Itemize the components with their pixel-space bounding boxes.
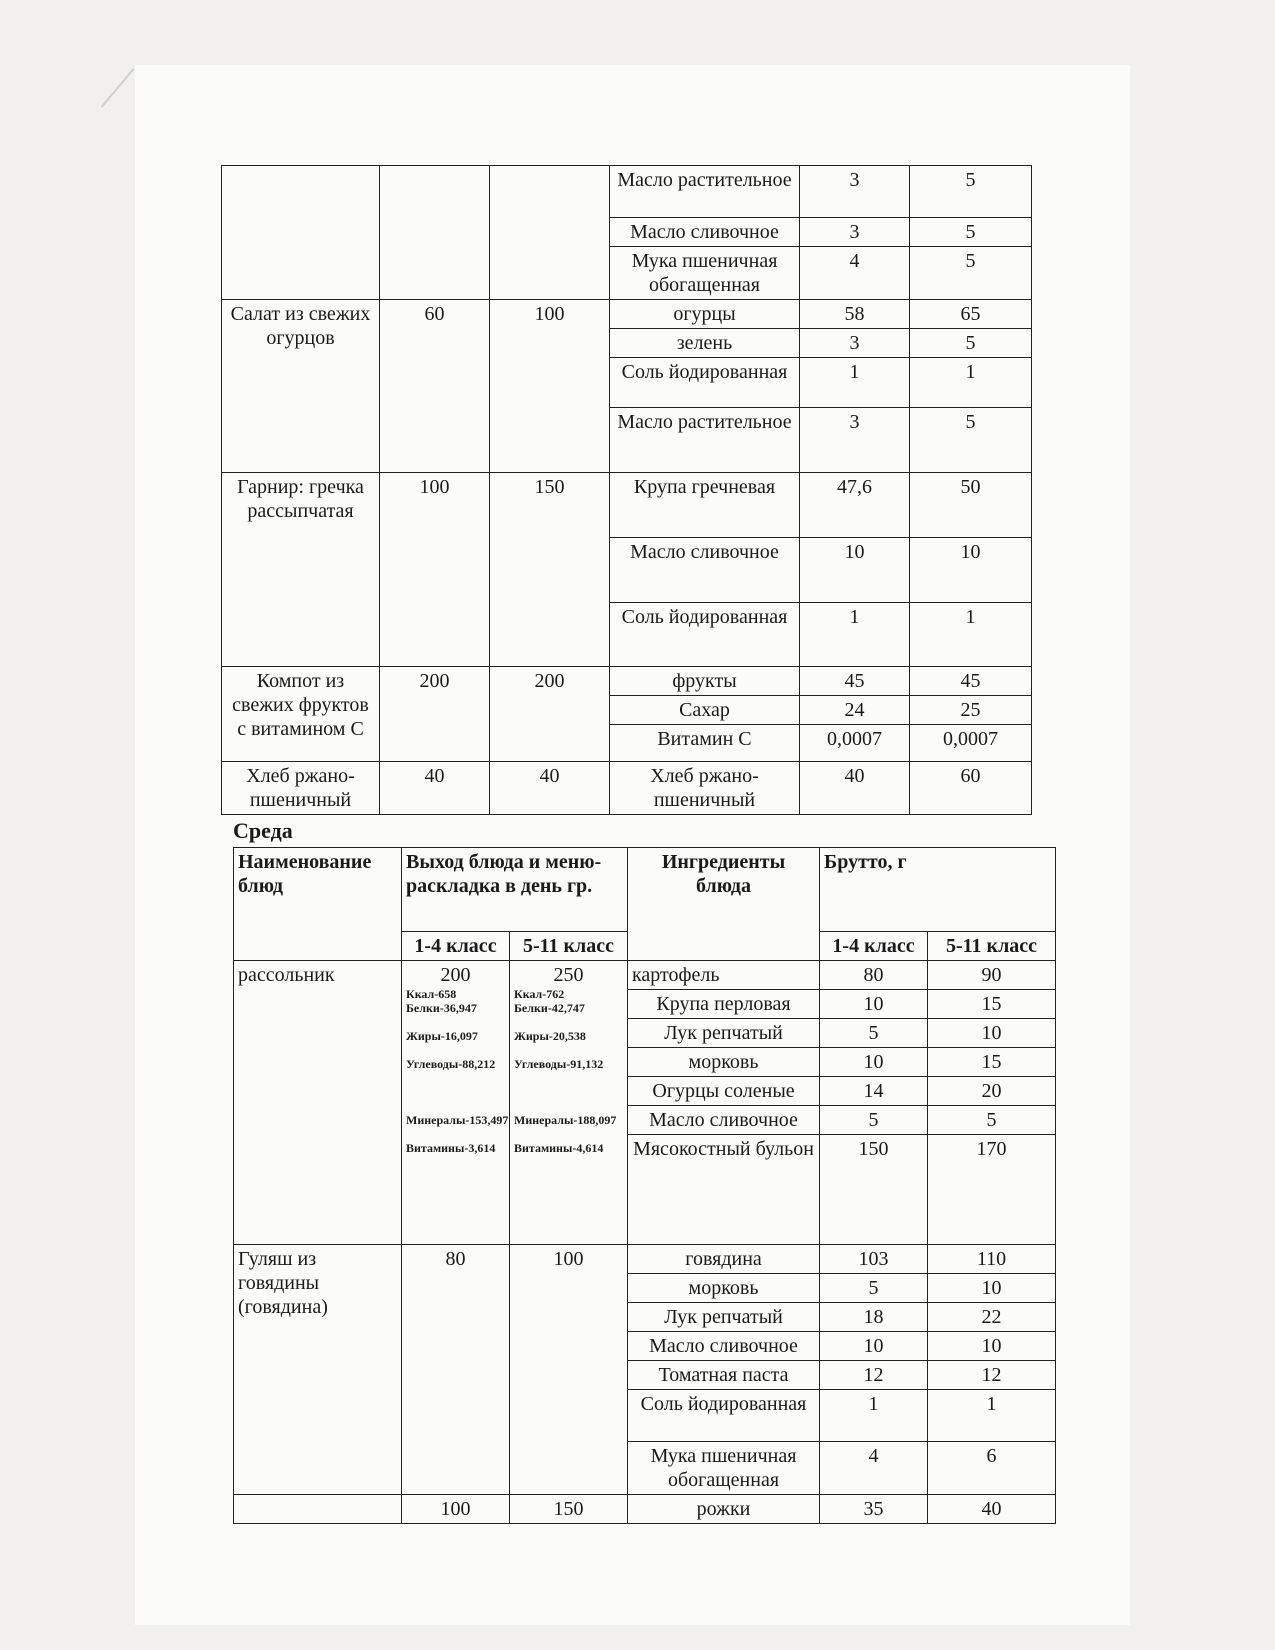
ingredient-cell: Соль йодированная xyxy=(628,1390,820,1442)
brutto-cell: 10 xyxy=(820,1048,928,1077)
output-cell: 100 xyxy=(402,1495,510,1524)
output-value: 250 xyxy=(553,964,584,986)
output-cell: 60 xyxy=(380,300,490,473)
brutto-cell: 3 xyxy=(800,218,910,247)
day-title: Среда xyxy=(233,818,293,843)
output-cell: 100 xyxy=(380,473,490,667)
dish-cell: Гарнир: гречка рассыпчатая xyxy=(222,473,380,667)
brutto-cell: 0,0007 xyxy=(800,725,910,762)
menu-table-wednesday xyxy=(233,847,1056,1524)
ingredient-cell: Хлеб ржано-пшеничный xyxy=(610,762,800,815)
brutto-cell: 15 xyxy=(928,990,1056,1019)
brutto-cell: 10 xyxy=(928,1332,1056,1361)
nutrition-carbs: Углеводы-88,212 xyxy=(406,1057,496,1071)
brutto-cell: 3 xyxy=(800,408,910,473)
ingredient-cell: Соль йодированная xyxy=(610,358,800,408)
brutto-cell: 10 xyxy=(820,990,928,1019)
brutto-cell: 60 xyxy=(910,762,1032,815)
ingredient-cell: говядина xyxy=(628,1245,820,1274)
table-row xyxy=(234,1245,1056,1274)
ingredient-cell: морковь xyxy=(628,1274,820,1303)
table-row xyxy=(234,1495,1056,1524)
dish-cell: Компот из свежих фруктов с витамином С xyxy=(222,667,380,762)
ingredient-cell: Крупа гречневая xyxy=(610,473,800,538)
ingredient-cell: огурцы xyxy=(610,300,800,329)
brutto-cell: 18 xyxy=(820,1303,928,1332)
nutrition-protein: Белки-36,947 xyxy=(406,1001,477,1015)
ingredient-cell: Сахар xyxy=(610,696,800,725)
nutrition-carbs: Углеводы-91,132 xyxy=(514,1057,604,1071)
brutto-cell: 35 xyxy=(820,1495,928,1524)
dish-cell xyxy=(234,1495,402,1524)
dish-cell xyxy=(222,166,380,300)
brutto-cell: 25 xyxy=(910,696,1032,725)
brutto-cell: 5 xyxy=(910,408,1032,473)
brutto-cell: 110 xyxy=(928,1245,1056,1274)
output-cell: 150 xyxy=(490,473,610,667)
brutto-cell: 5 xyxy=(928,1106,1056,1135)
ingredient-cell: Лук репчатый xyxy=(628,1303,820,1332)
output-cell: 200 xyxy=(380,667,490,762)
nutrition-minerals: Минералы-188,097 xyxy=(514,1113,617,1127)
ingredient-cell: Мука пшеничная обогащенная xyxy=(610,247,800,300)
brutto-cell: 0,0007 xyxy=(910,725,1032,762)
brutto-cell: 47,6 xyxy=(800,473,910,538)
brutto-cell: 45 xyxy=(910,667,1032,696)
brutto-cell: 10 xyxy=(910,538,1032,603)
brutto-cell: 10 xyxy=(800,538,910,603)
brutto-cell: 150 xyxy=(820,1135,928,1245)
output-cell: 200 xyxy=(490,667,610,762)
brutto-cell: 5 xyxy=(820,1019,928,1048)
ingredient-cell: Соль йодированная xyxy=(610,603,800,667)
brutto-cell: 22 xyxy=(928,1303,1056,1332)
table-row xyxy=(222,762,1032,815)
nutrition-kcal: Ккал-762 xyxy=(514,987,565,1001)
brutto-cell: 58 xyxy=(800,300,910,329)
brutto-cell: 1 xyxy=(910,603,1032,667)
nutrition-fat: Жиры-16,097 xyxy=(406,1029,478,1043)
ingredient-cell: Масло сливочное xyxy=(610,218,800,247)
brutto-cell: 1 xyxy=(910,358,1032,408)
nutrition-kcal: Ккал-658 xyxy=(406,987,457,1001)
nutrition-list xyxy=(514,987,623,1155)
brutto-cell: 5 xyxy=(820,1106,928,1135)
ingredient-cell: Масло сливочное xyxy=(628,1106,820,1135)
ingredient-cell: Мясокостный бульон xyxy=(628,1135,820,1245)
output-nutrition-cell xyxy=(402,961,510,1245)
output-cell: 80 xyxy=(402,1245,510,1495)
dish-cell: рассольник xyxy=(234,961,402,1245)
brutto-cell: 5 xyxy=(910,218,1032,247)
header-dish: Наименование блюд xyxy=(234,848,402,961)
header-ingredients: Ингредиенты блюда xyxy=(628,848,820,961)
brutto-cell: 45 xyxy=(800,667,910,696)
dish-cell: Гуляш из говядины (говядина) xyxy=(234,1245,402,1495)
ingredient-cell: Масло сливочное xyxy=(628,1332,820,1361)
ingredient-cell: Крупа перловая xyxy=(628,990,820,1019)
brutto-cell: 5 xyxy=(820,1274,928,1303)
ingredient-cell: Томатная паста xyxy=(628,1361,820,1390)
brutto-cell: 40 xyxy=(800,762,910,815)
brutto-cell: 65 xyxy=(910,300,1032,329)
brutto-cell: 12 xyxy=(820,1361,928,1390)
brutto-cell: 15 xyxy=(928,1048,1056,1077)
brutto-cell: 4 xyxy=(820,1442,928,1495)
paper-corner-fold xyxy=(101,68,135,108)
header-output: Выход блюда и меню-раскладка в день гр. xyxy=(402,848,628,932)
brutto-cell: 5 xyxy=(910,247,1032,300)
brutto-cell: 6 xyxy=(928,1442,1056,1495)
brutto-cell: 10 xyxy=(928,1274,1056,1303)
nutrition-protein: Белки-42,747 xyxy=(514,1001,585,1015)
ingredient-cell: картофель xyxy=(628,961,820,990)
header-class-5-11: 5-11 класс xyxy=(510,932,628,961)
brutto-cell: 1 xyxy=(800,358,910,408)
brutto-cell: 5 xyxy=(910,166,1032,218)
dish-cell: Салат из свежих огурцов xyxy=(222,300,380,473)
menu-table-top xyxy=(221,165,1032,815)
dish-cell: Хлеб ржано-пшеничный xyxy=(222,762,380,815)
ingredient-cell: Витамин С xyxy=(610,725,800,762)
brutto-cell: 12 xyxy=(928,1361,1056,1390)
nutrition-vitamins: Витамины-4,614 xyxy=(514,1141,604,1155)
brutto-cell: 4 xyxy=(800,247,910,300)
output-value: 200 xyxy=(440,964,471,986)
brutto-cell: 1 xyxy=(800,603,910,667)
ingredient-cell: Мука пшеничная обогащенная xyxy=(628,1442,820,1495)
header-brutto: Брутто, г xyxy=(820,848,1056,932)
output-cell: 150 xyxy=(510,1495,628,1524)
table-row xyxy=(222,667,1032,696)
brutto-cell: 5 xyxy=(910,329,1032,358)
output-cell xyxy=(380,166,490,300)
ingredient-cell: Лук репчатый xyxy=(628,1019,820,1048)
brutto-cell: 10 xyxy=(928,1019,1056,1048)
brutto-cell: 80 xyxy=(820,961,928,990)
ingredient-cell: Масло растительное xyxy=(610,166,800,218)
brutto-cell: 170 xyxy=(928,1135,1056,1245)
brutto-cell: 3 xyxy=(800,329,910,358)
header-row xyxy=(234,848,1056,932)
nutrition-list xyxy=(406,987,509,1155)
ingredient-cell: Огурцы соленые xyxy=(628,1077,820,1106)
brutto-cell: 1 xyxy=(820,1390,928,1442)
brutto-cell: 20 xyxy=(928,1077,1056,1106)
ingredient-cell: морковь xyxy=(628,1048,820,1077)
brutto-cell: 1 xyxy=(928,1390,1056,1442)
brutto-cell: 103 xyxy=(820,1245,928,1274)
nutrition-minerals: Минералы-153,497 xyxy=(406,1113,509,1127)
output-cell: 100 xyxy=(510,1245,628,1495)
brutto-cell: 10 xyxy=(820,1332,928,1361)
ingredient-cell: зелень xyxy=(610,329,800,358)
output-cell: 40 xyxy=(380,762,490,815)
brutto-cell: 3 xyxy=(800,166,910,218)
brutto-cell: 90 xyxy=(928,961,1056,990)
nutrition-fat: Жиры-20,538 xyxy=(514,1029,586,1043)
brutto-cell: 14 xyxy=(820,1077,928,1106)
ingredient-cell: Масло сливочное xyxy=(610,538,800,603)
brutto-cell: 24 xyxy=(800,696,910,725)
ingredient-cell: рожки xyxy=(628,1495,820,1524)
table-row xyxy=(222,300,1032,329)
output-nutrition-cell xyxy=(510,961,628,1245)
table-row xyxy=(234,961,1056,990)
table-row xyxy=(222,473,1032,538)
brutto-cell: 40 xyxy=(928,1495,1056,1524)
header-brutto-class-1-4: 1-4 класс xyxy=(820,932,928,961)
header-class-1-4: 1-4 класс xyxy=(402,932,510,961)
output-cell: 40 xyxy=(490,762,610,815)
brutto-cell: 50 xyxy=(910,473,1032,538)
ingredient-cell: Масло растительное xyxy=(610,408,800,473)
ingredient-cell: фрукты xyxy=(610,667,800,696)
output-cell xyxy=(490,166,610,300)
header-brutto-class-5-11: 5-11 класс xyxy=(928,932,1056,961)
output-cell: 100 xyxy=(490,300,610,473)
nutrition-vitamins: Витамины-3,614 xyxy=(406,1141,496,1155)
table-row xyxy=(222,166,1032,218)
